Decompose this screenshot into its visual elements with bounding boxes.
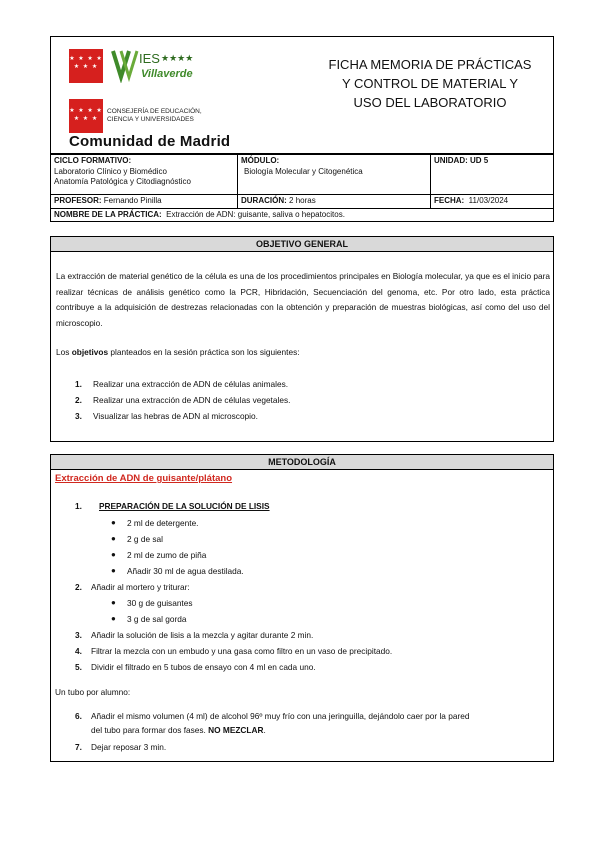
tubo-text: Un tubo por alumno: (55, 687, 131, 697)
unidad-label: UNIDAD: UD 5 (434, 156, 489, 165)
step-4: 4. Filtrar la mezcla con un embudo y una gasa como filtro en un vaso de precipitado. (75, 646, 393, 656)
ciclo-value-2: Anatomía Patológica y Citodiagnóstico (54, 177, 191, 186)
metodologia-subtitle: Extracción de ADN de guisante/plátano (55, 473, 233, 484)
fecha-value: 11/03/2024 (468, 196, 509, 205)
objetivo-section (50, 236, 554, 442)
school-logo (111, 47, 211, 83)
modulo-label: MÓDULO: (241, 156, 280, 165)
objetivo-heading: OBJETIVO GENERAL (51, 237, 553, 252)
metodologia-heading: METODOLOGÍA (51, 455, 553, 470)
duracion-label: DURACIÓN: (241, 196, 287, 205)
practica-label: NOMBRE DE LA PRÁCTICA: (54, 209, 162, 219)
objetivo-paragraph: La extracción de material genético de la célula es una de los procedimientos principales en Biología molecular, ya que es el inicio para realizar técnicas de análisis genético como la PCR, Hibridación, Secuenciación del genoma, etc. Por otro lado, esta práctica contribuye a la adquisición de destrezas relacionadas con la obtención y preparación de muestras biológicas, así como del uso del microscopio. (56, 271, 550, 328)
ciclo-value-1: Laboratorio Clínico y Biomédico (54, 166, 167, 176)
stars-icon: ★ ★ ★ ★ ★ ★ ★ (69, 108, 103, 122)
madrid-flag-logo-2 (69, 99, 103, 133)
profesor-value: Fernando Pinilla (103, 196, 162, 205)
stars-icon: ★ ★ ★ ★ ★ ★ ★ (69, 56, 103, 70)
step-3: 3. Añadir la solución de lisis a la mezcla y agitar durante 2 min. (75, 630, 314, 640)
practica-value: Extracción de ADN: guisante, saliva o hepatocitos. (166, 209, 345, 219)
objetivo-item: 2. Realizar una extracción de ADN de células vegetales. (75, 395, 291, 405)
step-6-continued: del tubo para formar dos fases. NO MEZCLAR. (91, 725, 266, 735)
document-title: FICHA MEMORIA DE PRÁCTICAS Y CONTROL DE MATERIAL Y USO DEL LABORATORIO (328, 57, 532, 110)
step-5: 5. Dividir el filtrado en 5 tubos de ensayo con 4 ml en cada uno. (75, 662, 316, 672)
school-logo-name: Villaverde (141, 68, 193, 80)
svg-text:★★★★: ★★★★ (161, 53, 194, 63)
objetivo-item: 3. Visualizar las hebras de ADN al microscopio. (75, 411, 258, 421)
document-header (50, 36, 554, 154)
step-2: 2. Añadir al mortero y triturar: (75, 582, 190, 592)
fecha-label: FECHA: (434, 196, 465, 205)
duracion-value: 2 horas (289, 196, 316, 205)
comunidad-label: Comunidad de Madrid (69, 133, 231, 150)
ciclo-label: CICLO FORMATIVO: (54, 156, 132, 165)
metodologia-section: METODOLOGÍA Extracción de ADN de guisante/plátano 1. PREPARACIÓN DE LA SOLUCIÓN DE LISIS ● 2 ml de detergente. ● 2 g de sal ● 2 ml de zumo de piña ● Añadir 30 ml de agua destilada. 2. Añadir al mortero y triturar: ● 30 g de guisantes ● 3 g de sal gorda 3. Añadir la solución de lisis a la mezcla y agitar durante 2 min. 4. Filtrar la mezcla con un embudo y una gasa como filtro en un vaso de precipitado. 5. Dividir el filtrado en 5 tubos de ensayo con 4 ml en cada uno. Un tubo por alumno: 6. Añadir el mismo volumen (4 ml) de alcohol 96º muy frío con una jeringuilla, dejándolo caer por la pared del tubo para formar dos fases. NO MEZCLAR. 7. Dejar reposar 3 min. (50, 454, 554, 762)
profesor-label: PROFESOR: (54, 196, 102, 205)
modulo-value: Biología Molecular y Citogenética (244, 166, 363, 176)
objetivo-item: 1. Realizar una extracción de ADN de células animales. (75, 379, 289, 389)
madrid-flag-logo (69, 49, 103, 83)
step-7: 7. Dejar reposar 3 min. (75, 742, 167, 752)
info-table (50, 154, 554, 222)
step-1: 1. PREPARACIÓN DE LA SOLUCIÓN DE LISIS (75, 501, 270, 511)
step-6: 6. Añadir el mismo volumen (4 ml) de alcohol 96º muy frío con una jeringuilla, dejándolo caer por la pared (75, 711, 470, 721)
consejeria-label: CONSEJERÍA DE EDUCACIÓN, CIENCIA Y UNIVERSIDADES (107, 108, 202, 123)
objetivo-intro: Los objetivos planteados en la sesión práctica son los siguientes: (56, 347, 300, 357)
school-logo-ies: IES (139, 51, 160, 66)
